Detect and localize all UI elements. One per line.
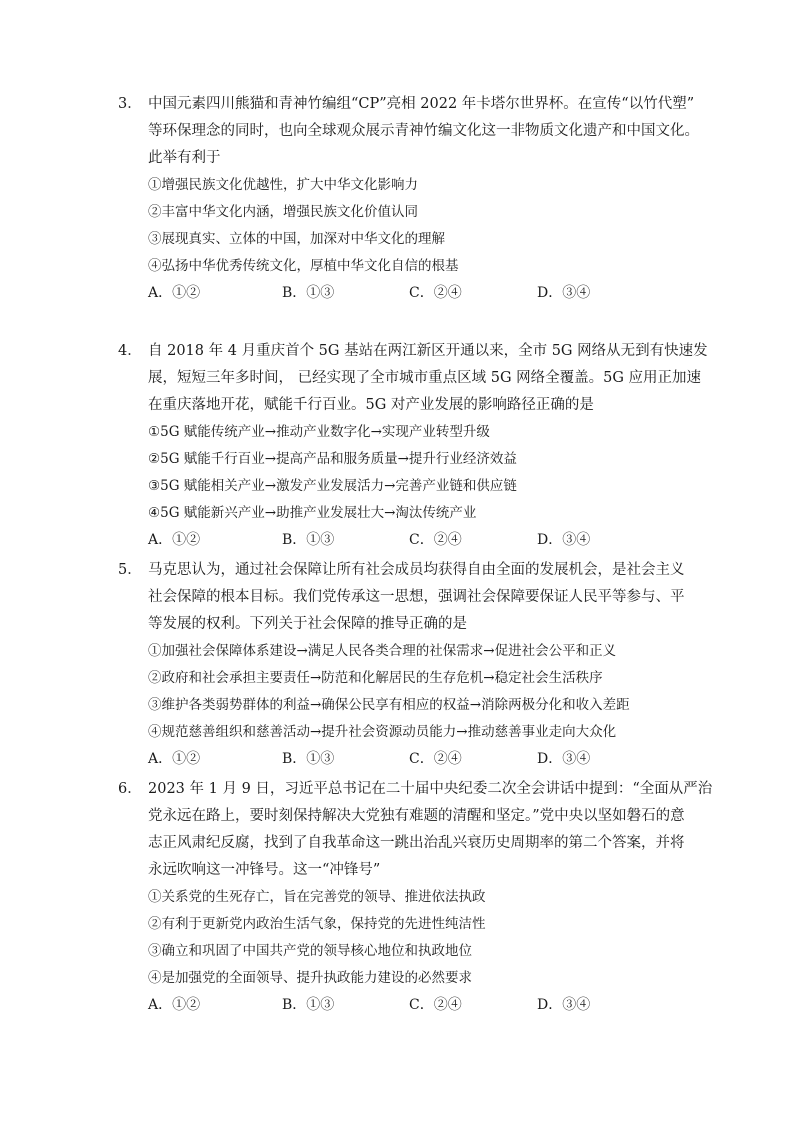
statement-option: ③维护各类弱势群体的利益→确保公民享有相应的权益→消除两极分化和收入差距: [148, 697, 630, 713]
question-number: 3．: [118, 96, 142, 112]
statement-option: ③确立和巩固了中国共产党的领导核心地位和执政地位: [148, 943, 472, 959]
question-3: [118, 91, 698, 307]
question-stem: [148, 557, 698, 638]
choice-d[interactable]: D．③④: [537, 285, 591, 301]
choice-a[interactable]: A．①②: [148, 997, 201, 1013]
stem-line: 自 2018 年 4 月重庆首个 5G 基站在两江新区开通以来，全市 5G 网络从无到有快速发: [148, 343, 708, 359]
choice-c[interactable]: C．②④: [409, 997, 462, 1013]
stem-line: 此举有利于: [148, 150, 221, 166]
statement-option: ②丰富中华文化内涵，增强民族文化价值认同: [148, 204, 418, 220]
choice-d[interactable]: D．③④: [537, 997, 591, 1013]
stem-line: 2023 年 1 月 9 日，习近平总书记在二十届中央纪委二次全会讲话中提到：“全面从严治: [148, 781, 713, 797]
statement-option: ②政府和社会承担主要责任→防范和化解居民的生存危机→稳定社会生活秩序: [148, 670, 603, 686]
question-number: 6．: [118, 781, 142, 797]
choice-d[interactable]: D．③④: [537, 532, 591, 548]
question-number: 4．: [118, 343, 142, 359]
stem-line: 永远吹响这一冲锋号。这一“冲锋号”: [148, 862, 381, 878]
statement-option: ④5G 赋能新兴产业→助推产业发展壮大→淘汰传统产业: [148, 505, 477, 521]
question-6: [118, 776, 713, 1019]
statement-option: ④是加强党的全面领导、提升执政能力建设的必然要求: [148, 970, 472, 986]
answer-choices: [148, 746, 698, 773]
statement-option: ④弘扬中华优秀传统文化，厚植中华文化自信的根基: [148, 258, 459, 274]
question-stem: [148, 338, 708, 419]
statement-option: ③5G 赋能相关产业→激发产业发展活力→完善产业链和供应链: [148, 478, 517, 494]
question-stem: [148, 91, 698, 172]
stem-line: 马克思认为，通过社会保障让所有社会成员均获得自由全面的发展机会，是社会主义: [148, 562, 685, 578]
choice-b[interactable]: B．①③: [282, 997, 335, 1013]
question-4: [118, 338, 708, 554]
choice-a[interactable]: A．①②: [148, 285, 201, 301]
stem-line: 中国元素四川熊猫和青神竹编组“CP”亮相 2022 年卡塔尔世界杯。在宣传“以竹代塑”: [148, 96, 695, 112]
choice-c[interactable]: C．②④: [409, 285, 462, 301]
answer-choices: [148, 280, 698, 307]
question-stem: [148, 776, 713, 884]
statement-option: ①5G 赋能传统产业→推动产业数字化→实现产业转型升级: [148, 424, 490, 440]
stem-line: 党永远在路上，要时刻保持解决大党独有难题的清醒和坚定。”党中央以坚如磐石的意: [148, 808, 685, 824]
stem-line: 等发展的权利。下列关于社会保障的推导正确的是: [148, 616, 467, 632]
statement-option: ②有利于更新党内政治生活气象，保持党的先进性纯洁性: [148, 916, 486, 932]
stem-line: 展，短短三年多时间， 已经实现了全市城市重点区域 5G 网络全覆盖。5G 应用正加速: [148, 370, 702, 386]
stem-line: 等环保理念的同时，也向全球观众展示青神竹编文化这一非物质文化遗产和中国文化。: [148, 123, 699, 139]
choice-b[interactable]: B．①③: [282, 285, 335, 301]
choice-d[interactable]: D．③④: [537, 751, 591, 767]
answer-choices: [148, 992, 698, 1019]
choice-a[interactable]: A．①②: [148, 532, 201, 548]
statement-option: ④规范慈善组织和慈善活动→提升社会资源动员能力→推动慈善事业走向大众化: [148, 724, 617, 740]
statement-option: ①加强社会保障体系建设→满足人民各类合理的社保需求→促进社会公平和正义: [148, 643, 617, 659]
statement-option: ②5G 赋能千行百业→提高产品和服务质量→提升行业经济效益: [148, 451, 517, 467]
statement-option: ①关系党的生死存亡，旨在完善党的领导、推进依法执政: [148, 889, 486, 905]
question-number: 5．: [118, 562, 142, 578]
answer-choices: [148, 527, 698, 554]
choice-b[interactable]: B．①③: [282, 751, 335, 767]
question-5: [118, 557, 698, 773]
choice-c[interactable]: C．②④: [409, 532, 462, 548]
choice-b[interactable]: B．①③: [282, 532, 335, 548]
statement-option: ①增强民族文化优越性，扩大中华文化影响力: [148, 177, 418, 193]
choice-a[interactable]: A．①②: [148, 751, 201, 767]
statement-option: ③展现真实、立体的中国，加深对中华文化的理解: [148, 231, 445, 247]
stem-line: 社会保障的根本目标。我们党传承这一思想，强调社会保障要保证人民平等参与、平: [148, 589, 685, 605]
stem-line: 志正风肃纪反腐，找到了自我革命这一跳出治乱兴衰历史周期率的第二个答案，并将: [148, 835, 685, 851]
choice-c[interactable]: C．②④: [409, 751, 462, 767]
stem-line: 在重庆落地开花，赋能千行百业。5G 对产业发展的影响路径正确的是: [148, 397, 594, 413]
